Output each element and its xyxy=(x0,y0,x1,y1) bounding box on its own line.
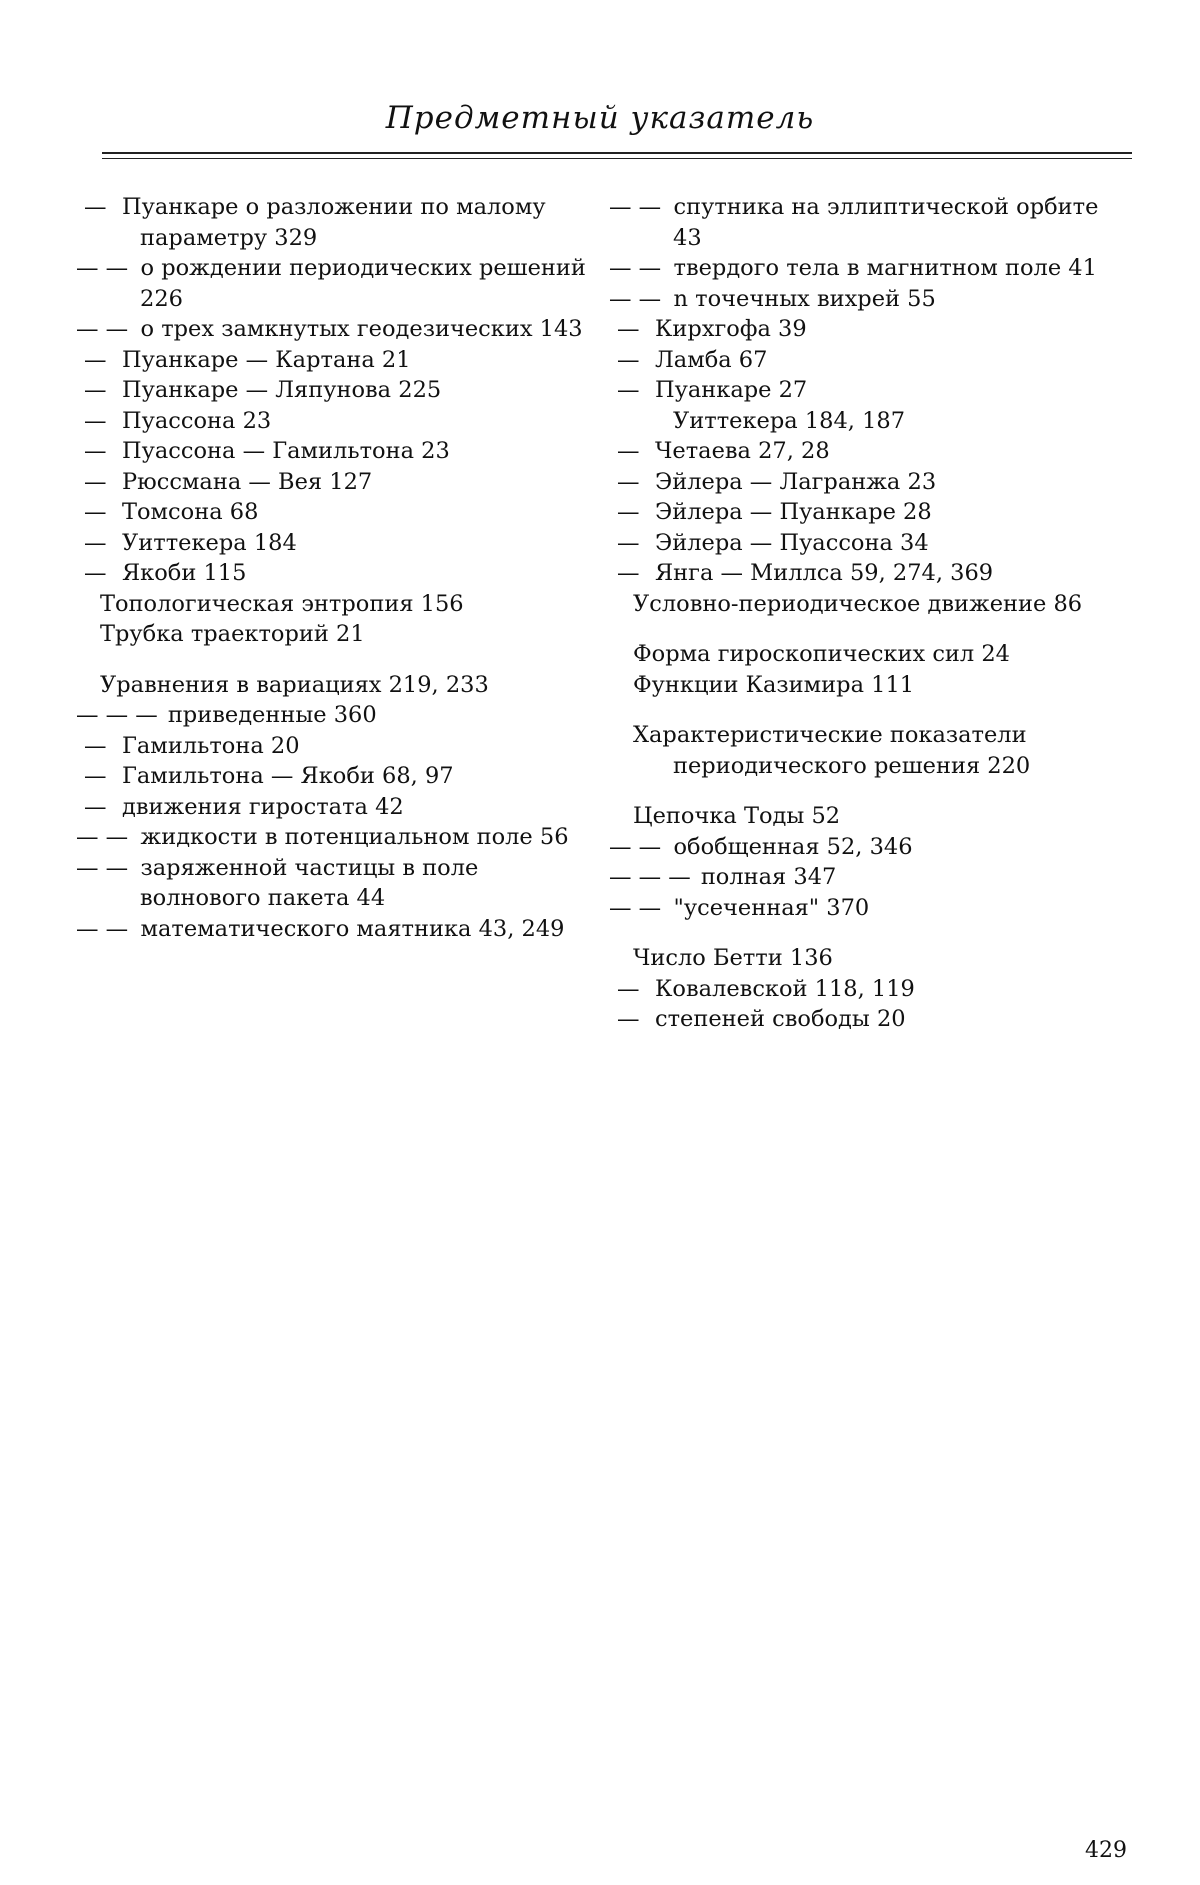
index-entry: — Пуанкаре — Картана 21 xyxy=(100,345,600,376)
index-entry-text: Трубка траекторий 21 xyxy=(100,621,365,647)
index-entry-text: Пуассона — Гамильтона 23 xyxy=(122,438,450,464)
index-entry xyxy=(633,192,1133,253)
index-entry-text: Условно-периодическое движение 86 xyxy=(633,591,1082,617)
index-gap xyxy=(633,700,1133,720)
index-entry: — Пуанкаре — Ляпунова 225 xyxy=(100,375,600,406)
index-entry: — Гамильтона — Якоби 68, 97 xyxy=(100,761,600,792)
index-entry: — Эйлера — Лагранжа 23 xyxy=(633,467,1133,498)
index-entry-text: Янга — Миллса 59, 274, 369 xyxy=(655,560,993,586)
index-entry-text: Уиттекера 184, 187 xyxy=(673,408,905,434)
index-dash: — — xyxy=(641,832,664,863)
index-entry-text: приведенные 360 xyxy=(168,702,377,728)
index-entry-text: степеней свободы 20 xyxy=(655,1006,906,1032)
index-entry-text: Число Бетти 136 xyxy=(633,945,833,971)
index-entry xyxy=(633,639,1133,670)
index-entry-text: о трех замкнутых геодезических 143 xyxy=(141,316,583,342)
index-entry-text: Томсона 68 xyxy=(122,499,258,525)
index-entry-text: "усеченная" 370 xyxy=(674,895,870,921)
index-entry-text: Форма гироскопических сил 24 xyxy=(633,641,1010,667)
index-entry: — движения гиростата 42 xyxy=(100,792,600,823)
index-entry-text: Эйлера — Пуанкаре 28 xyxy=(655,499,932,525)
index-entry xyxy=(633,253,1133,284)
index-entry xyxy=(100,314,600,345)
index-dash: — — xyxy=(108,314,131,345)
index-entry xyxy=(100,619,600,650)
index-entry-text: обобщенная 52, 346 xyxy=(674,834,913,860)
index-entry-text: математического маятника 43, 249 xyxy=(141,916,565,942)
index-entry-text: жидкости в потенциальном поле 56 xyxy=(141,824,569,850)
index-entry-text: Рюссмана — Вея 127 xyxy=(122,469,372,495)
index-entry xyxy=(100,700,600,731)
index-entry-text: Пуанкаре о разложении по малому параметру 329 xyxy=(122,194,546,251)
index-entry-text: Гамильтона — Якоби 68, 97 xyxy=(122,763,454,789)
index-entry-text: Эйлера — Лагранжа 23 xyxy=(655,469,936,495)
index-dash: — — — xyxy=(108,700,158,731)
index-entry-text: спутника на эллиптической орбите 43 xyxy=(673,194,1098,251)
index-entry-text: Ковалевской 118, 119 xyxy=(655,976,915,1002)
index-entry-text: Пуанкаре 27 xyxy=(655,377,807,403)
index-entry: — Гамильтона 20 xyxy=(100,731,600,762)
index-entry: — Рюссмана — Вея 127 xyxy=(100,467,600,498)
index-entry: — Четаева 27, 28 xyxy=(633,436,1133,467)
index-entry xyxy=(633,670,1133,701)
index-entry-text: Гамильтона 20 xyxy=(122,733,300,759)
index-entry xyxy=(633,589,1133,620)
page-number: 429 xyxy=(1085,1838,1127,1863)
index-gap xyxy=(633,923,1133,943)
index-entry: — Якоби 115 xyxy=(100,558,600,589)
index-entry: — Пуанкаре о разложении по малому параметру 329 xyxy=(100,192,600,253)
index-dash: — — xyxy=(108,853,131,884)
index-gap xyxy=(100,650,600,670)
index-entry-text: заряженной частицы в поле волнового пакета 44 xyxy=(140,855,478,912)
index-dash: — — xyxy=(108,914,131,945)
index-entry-text: Эйлера — Пуассона 34 xyxy=(655,530,929,556)
index-entry-text: Топологическая энтропия 156 xyxy=(100,591,464,617)
index-entry xyxy=(633,832,1133,863)
header-rule xyxy=(102,152,1132,154)
index-entry xyxy=(100,670,600,701)
index-entry: — Кирхгофа 39 xyxy=(633,314,1133,345)
index-entry: — Пуассона — Гамильтона 23 xyxy=(100,436,600,467)
index-dash: — — xyxy=(108,253,131,284)
index-entry-text: Уравнения в вариациях 219, 233 xyxy=(100,672,489,698)
index-entry-text: полная 347 xyxy=(701,864,837,890)
index-entry xyxy=(100,253,600,314)
index-entry-text: Уиттекера 184 xyxy=(122,530,297,556)
index-entry: — степеней свободы 20 xyxy=(633,1004,1133,1035)
index-entry xyxy=(633,406,1133,437)
index-entry xyxy=(100,822,600,853)
header-rule-thin xyxy=(102,158,1132,159)
index-dash: — — xyxy=(108,822,131,853)
index-entry-text: о рождении периодических решений 226 xyxy=(140,255,586,312)
index-entry xyxy=(633,862,1133,893)
index-entry: — Пуанкаре 27 xyxy=(633,375,1133,406)
index-entry-text: Пуанкаре — Картана 21 xyxy=(122,347,411,373)
index-column-right xyxy=(633,192,1133,1035)
index-gap xyxy=(633,619,1133,639)
index-dash: — — xyxy=(641,253,664,284)
index-entry-text: Ламба 67 xyxy=(655,347,767,373)
running-header: Предметный указатель xyxy=(0,100,1200,136)
index-column-left xyxy=(100,192,600,944)
index-entry-text: Якоби 115 xyxy=(122,560,246,586)
index-entry xyxy=(633,943,1133,974)
index-entry xyxy=(100,589,600,620)
index-entry-text: Четаева 27, 28 xyxy=(655,438,830,464)
index-entry-text: Характеристические показатели периодического решения 220 xyxy=(633,722,1030,779)
index-entry xyxy=(633,284,1133,315)
index-dash: — — xyxy=(641,192,664,223)
index-gap xyxy=(633,781,1133,801)
index-entry: — Ковалевской 118, 119 xyxy=(633,974,1133,1005)
index-entry-text: Кирхгофа 39 xyxy=(655,316,807,342)
index-entry: — Ламба 67 xyxy=(633,345,1133,376)
index-entry-text: Пуассона 23 xyxy=(122,408,271,434)
index-entry-text: Функции Казимира 111 xyxy=(633,672,914,698)
index-entry: — Янга — Миллса 59, 274, 369 xyxy=(633,558,1133,589)
index-entry xyxy=(100,914,600,945)
index-entry-text: твердого тела в магнитном поле 41 xyxy=(674,255,1097,281)
index-entry: — Томсона 68 xyxy=(100,497,600,528)
index-entry-text: движения гиростата 42 xyxy=(122,794,404,820)
index-entry xyxy=(633,720,1133,781)
index-entry-text: n точечных вихрей 55 xyxy=(674,286,936,312)
index-dash: — — xyxy=(641,284,664,315)
index-entry xyxy=(633,893,1133,924)
index-entry xyxy=(633,801,1133,832)
index-entry-text: Цепочка Тоды 52 xyxy=(633,803,840,829)
index-entry: — Пуассона 23 xyxy=(100,406,600,437)
index-entry xyxy=(100,853,600,914)
index-entry: — Эйлера — Пуассона 34 xyxy=(633,528,1133,559)
index-entry: — Эйлера — Пуанкаре 28 xyxy=(633,497,1133,528)
index-entry: — Уиттекера 184 xyxy=(100,528,600,559)
index-dash: — — xyxy=(641,893,664,924)
index-entry-text: Пуанкаре — Ляпунова 225 xyxy=(122,377,441,403)
index-dash: — — — xyxy=(641,862,691,893)
